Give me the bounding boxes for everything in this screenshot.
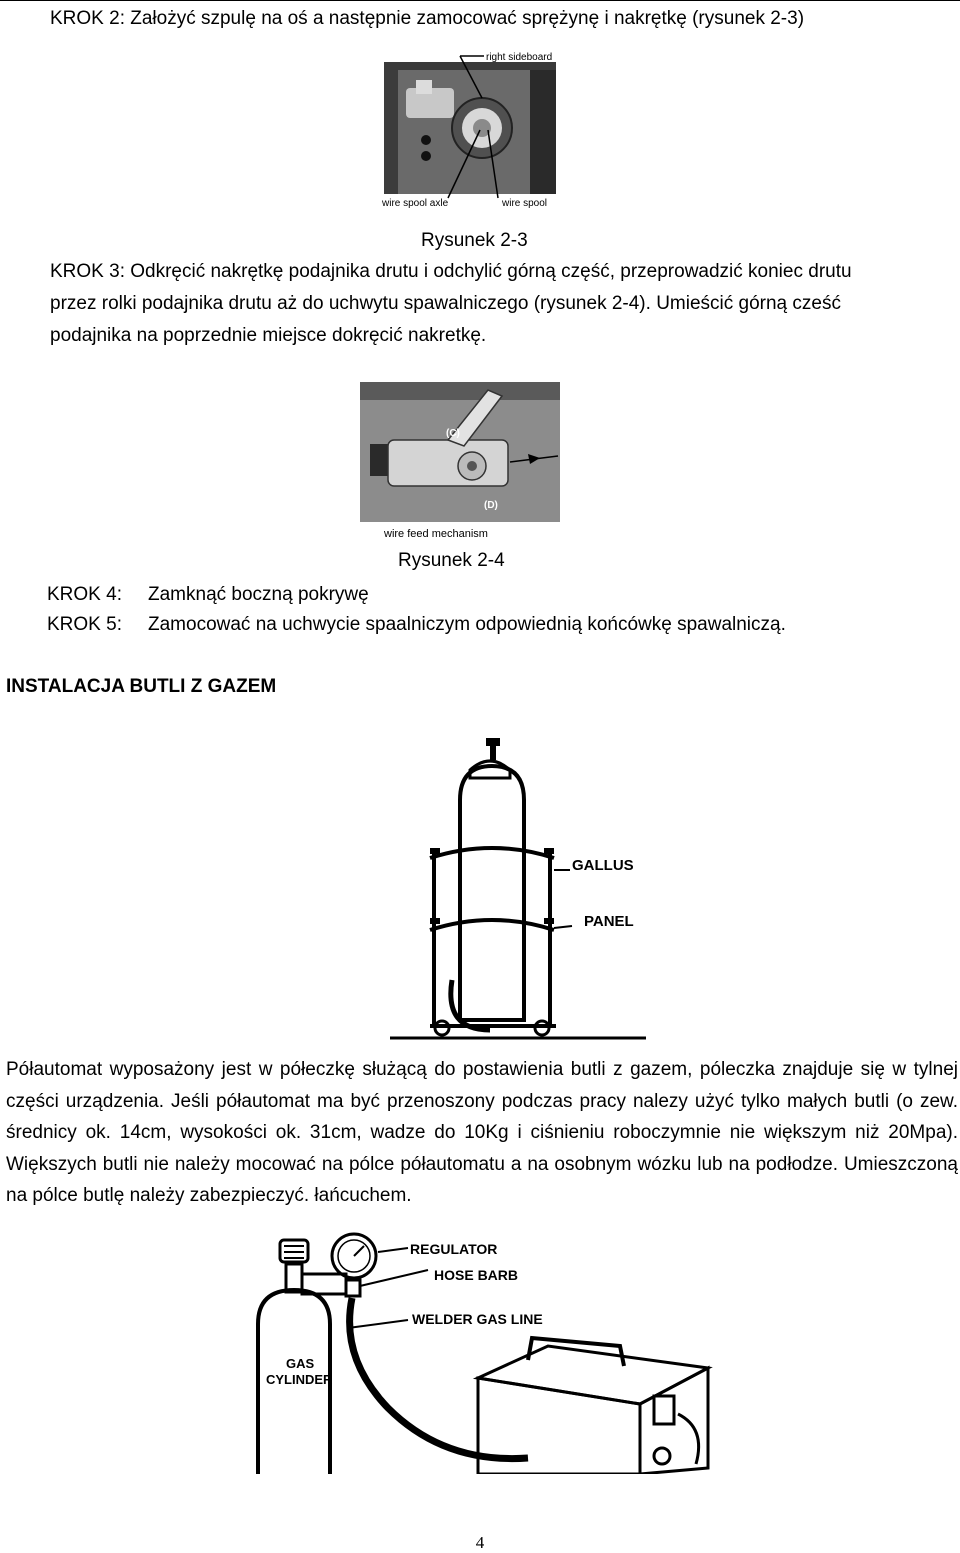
label-panel: PANEL <box>584 913 634 930</box>
label-right-sideboard: right sideboard <box>486 52 553 63</box>
figure-2-4-caption: Rysunek 2-4 <box>398 550 505 571</box>
label-wire-spool-axle: wire spool axle <box>382 198 449 209</box>
label-regulator: REGULATOR <box>410 1241 498 1257</box>
label-gallus: GALLUS <box>572 857 634 874</box>
step-3-line-2: przez rolki podajnika drutu aż do uchwytu spawalniczego (rysunek 2-4). Umieścić górną cześć <box>50 293 841 314</box>
section-heading: INSTALACJA BUTLI Z GAZEM <box>6 676 277 697</box>
figure-cylinder-cart-drawing <box>390 730 650 1046</box>
label-c: (C) <box>446 428 460 439</box>
page-number: 4 <box>475 1533 485 1552</box>
step-5-label: KROK 5: <box>47 614 122 635</box>
label-hose-barb: HOSE BARB <box>434 1267 519 1283</box>
step-4-label: KROK 4: <box>47 584 122 605</box>
step-4-text: Zamknąć boczną pokrywę <box>148 584 369 605</box>
top-rule <box>0 0 960 1</box>
step-5-text: Zamocować na uchwycie spaalniczym odpowiednią końcówkę spawalniczą. <box>148 614 786 635</box>
section-paragraph: Półautomat wyposażony jest w półeczkę służącą do postawienia butli z gazem, póleczka znajduje się w tylnej części urządzenia. Jeśli półautomat ma być przenoszony podczas pracy nalezy użyć tylko małych butli (o zew. średnicy ok. 14cm, wysokości ok. 31cm, wadze do 10Kg i ciśnieniu roboczymnie nie większym niż 20Mpa). Większych butli nie należy mocować na pólce półautomatu a na osobnym wózku lub na podłodze. Umieszczoną na pólce butlę należy zabezpieczyć. łańcuchem. <box>6 1059 958 1206</box>
figure-2-3-caption: Rysunek 2-3 <box>421 230 528 251</box>
label-welder-gas-line: WELDER GAS LINE <box>412 1311 543 1327</box>
label-d: (D) <box>484 500 498 511</box>
label-wire-feed-mechanism: wire feed mechanism <box>384 528 488 540</box>
step-3-line-3: podajnika na poprzednie miejsce dokręcić nakretkę. <box>50 325 487 346</box>
label-wire-spool: wire spool <box>502 198 548 209</box>
figure-2-4-wire-feed-photo <box>360 382 562 542</box>
figure-gas-connection-drawing <box>248 1228 714 1474</box>
figure-2-3-wire-spool-photo <box>380 48 562 213</box>
step-3-line-1: KROK 3: Odkręcić nakrętkę podajnika drutu i odchylić górną część, przeprowadzić koniec drutu <box>50 261 852 282</box>
label-gas: GAS <box>286 1356 315 1371</box>
step-2-text: KROK 2: Założyć szpulę na oś a następnie zamocować sprężynę i nakrętkę (rysunek 2-3) <box>50 8 805 29</box>
label-cylinder: CYLINDER <box>266 1372 333 1387</box>
